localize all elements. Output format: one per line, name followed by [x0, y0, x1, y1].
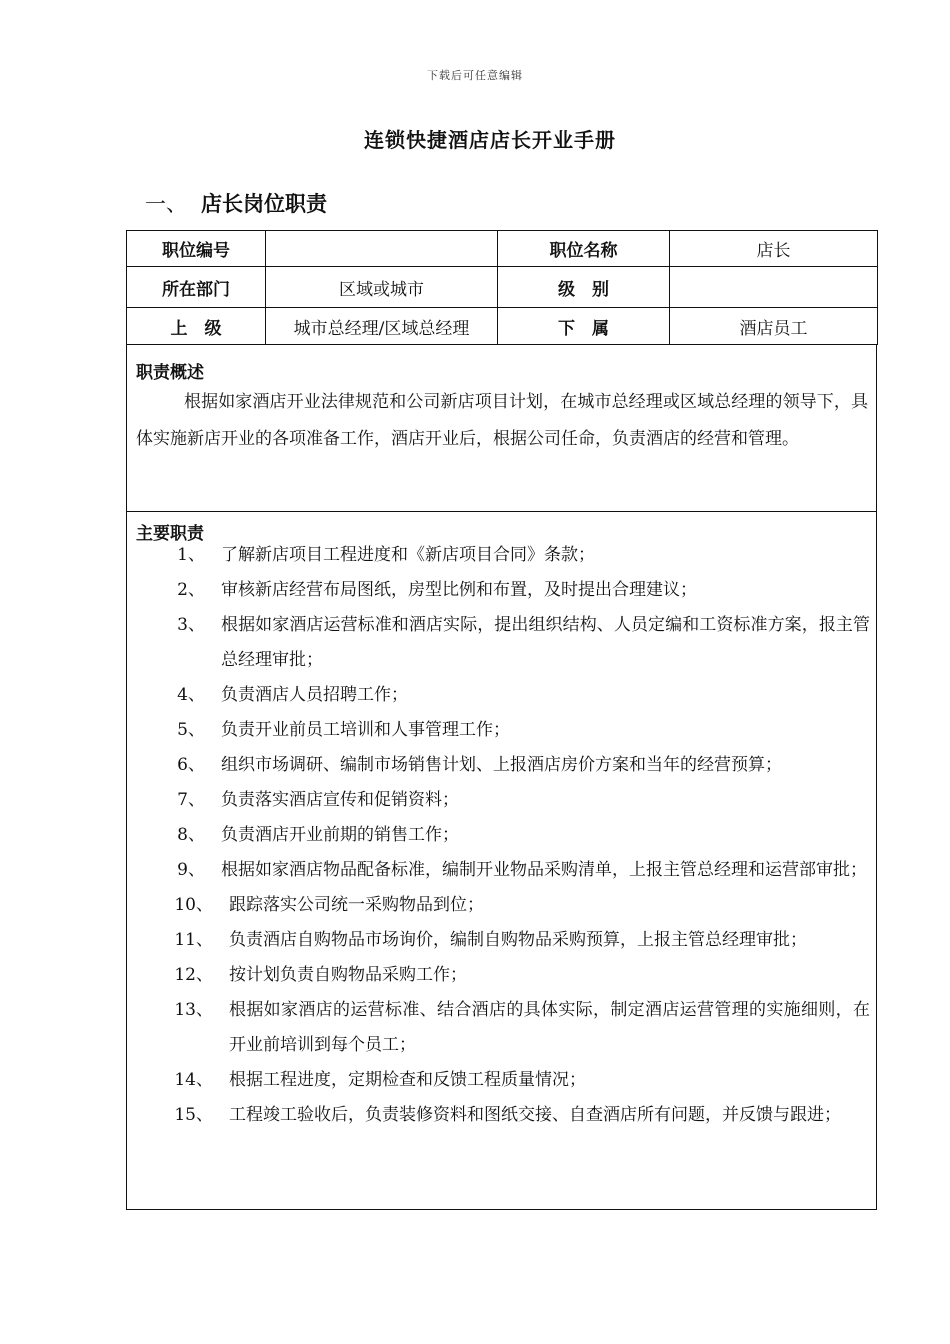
duty-number: 8、 [177, 825, 205, 845]
table-row [127, 267, 878, 308]
value-cell: 城市总经理/区域总经理 [266, 308, 498, 345]
list-item [127, 818, 876, 853]
label-cell: 职位编号 [127, 231, 266, 267]
duty-number: 13、 [174, 1000, 213, 1020]
list-item [127, 1098, 876, 1133]
value-cell [670, 267, 878, 308]
duty-number: 5、 [177, 720, 205, 740]
overview-text: 根据如家酒店开业法律规范和公司新店项目计划，在城市总经理或区域总经理的领导下，具体实施新店开业的各项准备工作，酒店开业后，根据公司任命，负责酒店的经营和管理。 [136, 392, 868, 449]
section-number: 一、 [145, 192, 187, 216]
list-item [127, 993, 876, 1063]
duty-number: 6、 [177, 755, 205, 775]
duty-number: 10、 [174, 895, 213, 915]
list-item [127, 888, 876, 923]
duty-number: 3、 [177, 615, 205, 635]
list-item [127, 538, 876, 573]
table-row [127, 231, 878, 267]
duty-number: 11、 [174, 930, 213, 950]
duty-text: 根据如家酒店的运营标准、结合酒店的具体实际，制定酒店运营管理的实施细则，在开业前培训到每个员工； [229, 1000, 870, 1055]
label-cell: 所在部门 [127, 267, 266, 308]
list-item [127, 783, 876, 818]
duties-title: 主要职责 [136, 524, 204, 544]
duty-text: 根据工程进度，定期检查和反馈工程质量情况； [229, 1070, 586, 1090]
value-cell: 区域或城市 [266, 267, 498, 308]
duty-text: 组织市场调研、编制市场销售计划、上报酒店房价方案和当年的经营预算； [221, 755, 782, 775]
section-title: 店长岗位职责 [201, 192, 327, 216]
duty-text: 工程竣工验收后，负责装修资料和图纸交接、自查酒店所有问题，并反馈与跟进； [229, 1105, 841, 1125]
duty-text: 负责酒店人员招聘工作； [221, 685, 408, 705]
duty-number: 15、 [174, 1105, 213, 1125]
label-cell: 上 级 [127, 308, 266, 345]
value-cell [266, 231, 498, 267]
list-item [127, 573, 876, 608]
label-cell: 级 别 [498, 267, 670, 308]
list-item [127, 853, 876, 888]
duty-text: 负责酒店自购物品市场询价，编制自购物品采购预算，上报主管总经理审批； [229, 930, 807, 950]
position-info-table [126, 230, 878, 345]
list-item [127, 923, 876, 958]
list-item [127, 678, 876, 713]
overview-section [126, 345, 877, 512]
duty-text: 了解新店项目工程进度和《新店项目合同》条款； [221, 545, 595, 565]
document-title: 连锁快捷酒店店长开业手册 [364, 128, 616, 152]
duty-number: 2、 [177, 580, 205, 600]
duty-text: 根据如家酒店物品配备标准，编制开业物品采购清单，上报主管总经理和运营部审批； [221, 860, 867, 880]
label-cell: 下 属 [498, 308, 670, 345]
duty-text: 按计划负责自购物品采购工作； [229, 965, 467, 985]
duty-text: 负责开业前员工培训和人事管理工作； [221, 720, 510, 740]
overview-title: 职责概述 [136, 363, 204, 383]
list-item [127, 958, 876, 993]
duty-number: 14、 [174, 1070, 213, 1090]
list-item [127, 748, 876, 783]
duty-number: 9、 [177, 860, 205, 880]
duty-text: 审核新店经营布局图纸，房型比例和布置，及时提出合理建议； [221, 580, 697, 600]
list-item [127, 608, 876, 678]
duty-number: 4、 [177, 685, 205, 705]
duty-text: 根据如家酒店运营标准和酒店实际，提出组织结构、人员定编和工资标准方案，报主管总经理审批； [221, 615, 870, 670]
duty-text: 负责落实酒店宣传和促销资料； [221, 790, 459, 810]
label-cell: 职位名称 [498, 231, 670, 267]
page-header-note: 下载后可任意编辑 [427, 69, 523, 82]
table-row [127, 308, 878, 345]
duty-text: 跟踪落实公司统一采购物品到位； [229, 895, 484, 915]
section-heading [145, 188, 327, 218]
duty-number: 7、 [177, 790, 205, 810]
list-item [127, 713, 876, 748]
list-item [127, 1063, 876, 1098]
value-cell: 酒店员工 [670, 308, 878, 345]
duty-list [127, 538, 876, 1133]
value-cell: 店长 [670, 231, 878, 267]
duty-number: 1、 [177, 545, 205, 565]
duties-section [126, 512, 877, 1210]
duty-number: 12、 [174, 965, 213, 985]
duty-text: 负责酒店开业前期的销售工作； [221, 825, 459, 845]
